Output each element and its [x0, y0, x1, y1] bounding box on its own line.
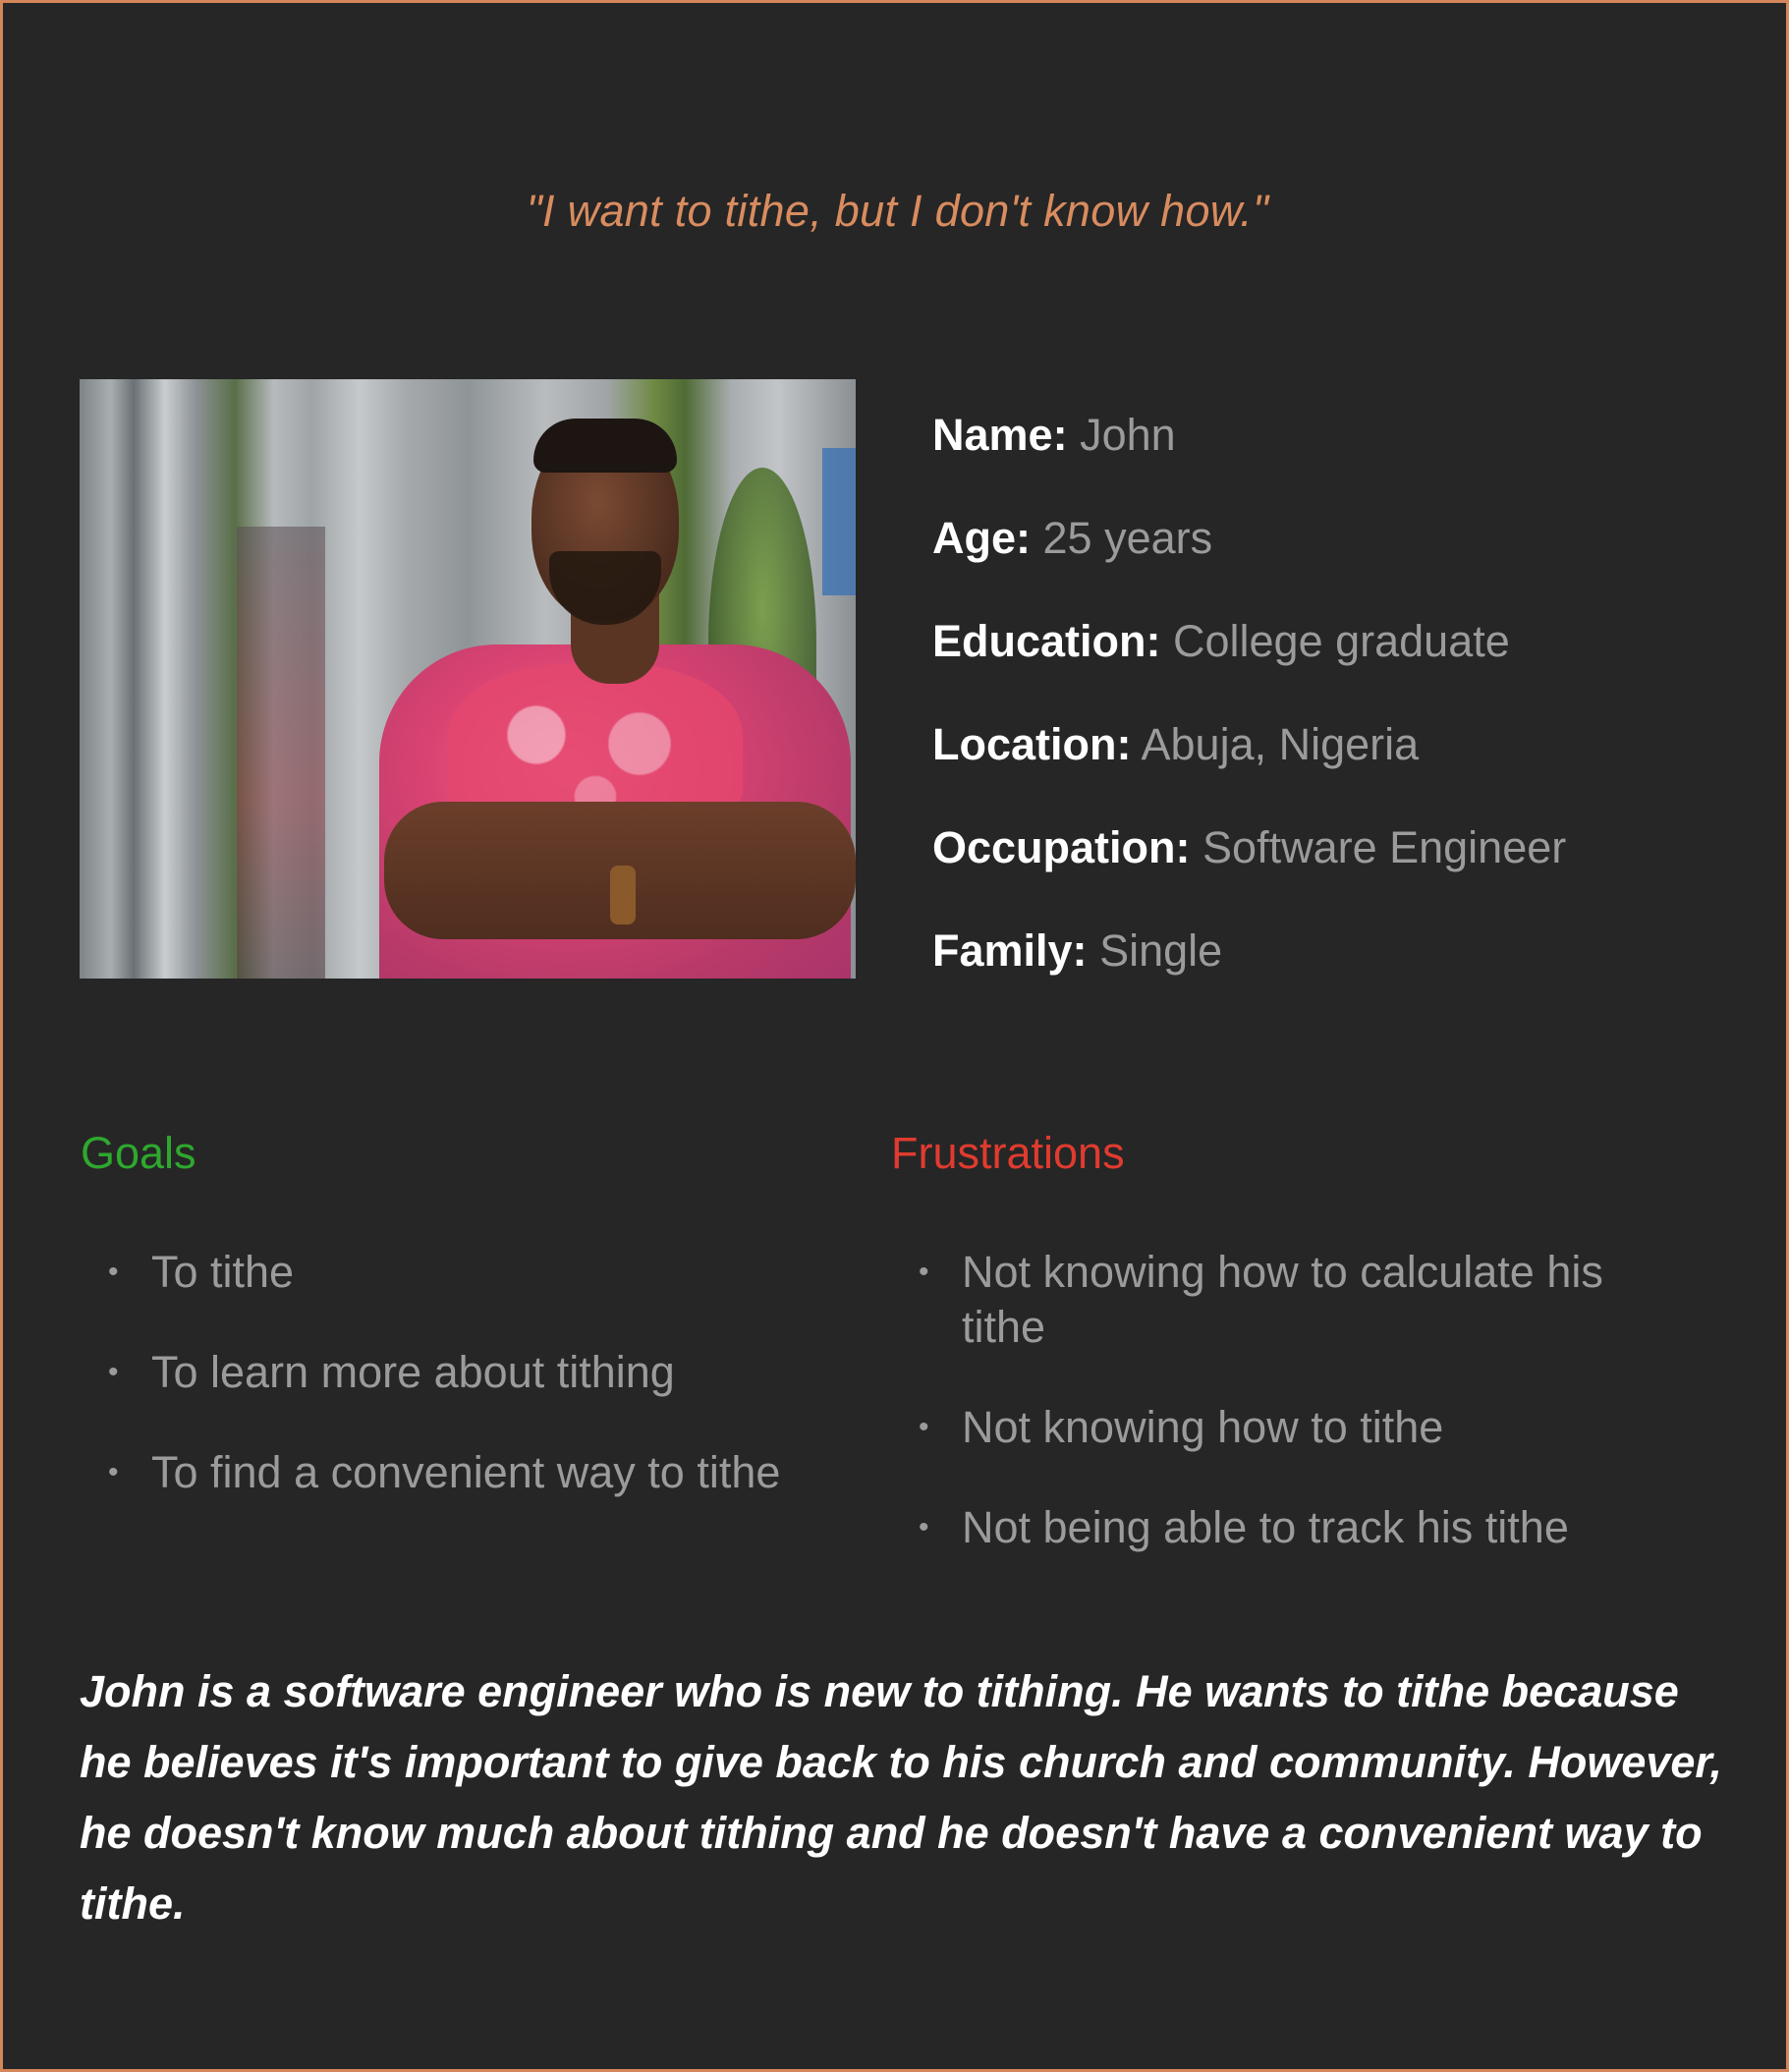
goals-heading: Goals	[81, 1128, 196, 1178]
profile-location	[932, 715, 1566, 818]
frustration-item: • Not being able to track his tithe	[891, 1500, 1638, 1555]
profile-value: Single	[1099, 925, 1223, 976]
profile-label: Name:	[932, 410, 1068, 460]
profile-label: Family:	[932, 925, 1088, 976]
profile-value: Software Engineer	[1202, 822, 1567, 872]
goal-item: • To learn more about tithing	[81, 1345, 867, 1400]
profile-details	[932, 406, 1566, 1025]
persona-photo	[80, 379, 856, 979]
frustration-item: • Not knowing how to calculate his tithe	[891, 1245, 1638, 1355]
goals-list	[81, 1245, 867, 1545]
profile-label: Location:	[932, 719, 1132, 769]
profile-value: John	[1080, 410, 1176, 460]
profile-education	[932, 612, 1566, 715]
profile-value: College graduate	[1173, 616, 1510, 666]
photo-background-sign	[822, 448, 856, 595]
frustrations-list	[891, 1245, 1638, 1600]
persona-bio: John is a software engineer who is new to tithing. He wants to tithe because he believes it's important to give back to his church and community. However, he doesn't know much about tithing and he doesn't have a convenient way to tithe.	[80, 1666, 1722, 1929]
profile-label: Age:	[932, 513, 1031, 563]
goal-item: • To tithe	[81, 1245, 867, 1300]
photo-bracelet	[610, 866, 636, 924]
goal-item: • To find a convenient way to tithe	[81, 1445, 867, 1500]
profile-occupation	[932, 818, 1566, 922]
profile-value: Abuja, Nigeria	[1141, 719, 1420, 769]
frustrations-heading: Frustrations	[891, 1128, 1125, 1178]
profile-label: Education:	[932, 616, 1161, 666]
photo-background-door	[237, 527, 325, 979]
frustration-item: • Not knowing how to tithe	[891, 1400, 1638, 1455]
profile-label: Occupation:	[932, 822, 1191, 872]
persona-quote: "I want to tithe, but I don't know how."	[526, 186, 1269, 236]
profile-age	[932, 509, 1566, 612]
profile-value: 25 years	[1042, 513, 1213, 563]
profile-name	[932, 406, 1566, 509]
profile-family	[932, 922, 1566, 1025]
photo-hair	[533, 419, 677, 473]
